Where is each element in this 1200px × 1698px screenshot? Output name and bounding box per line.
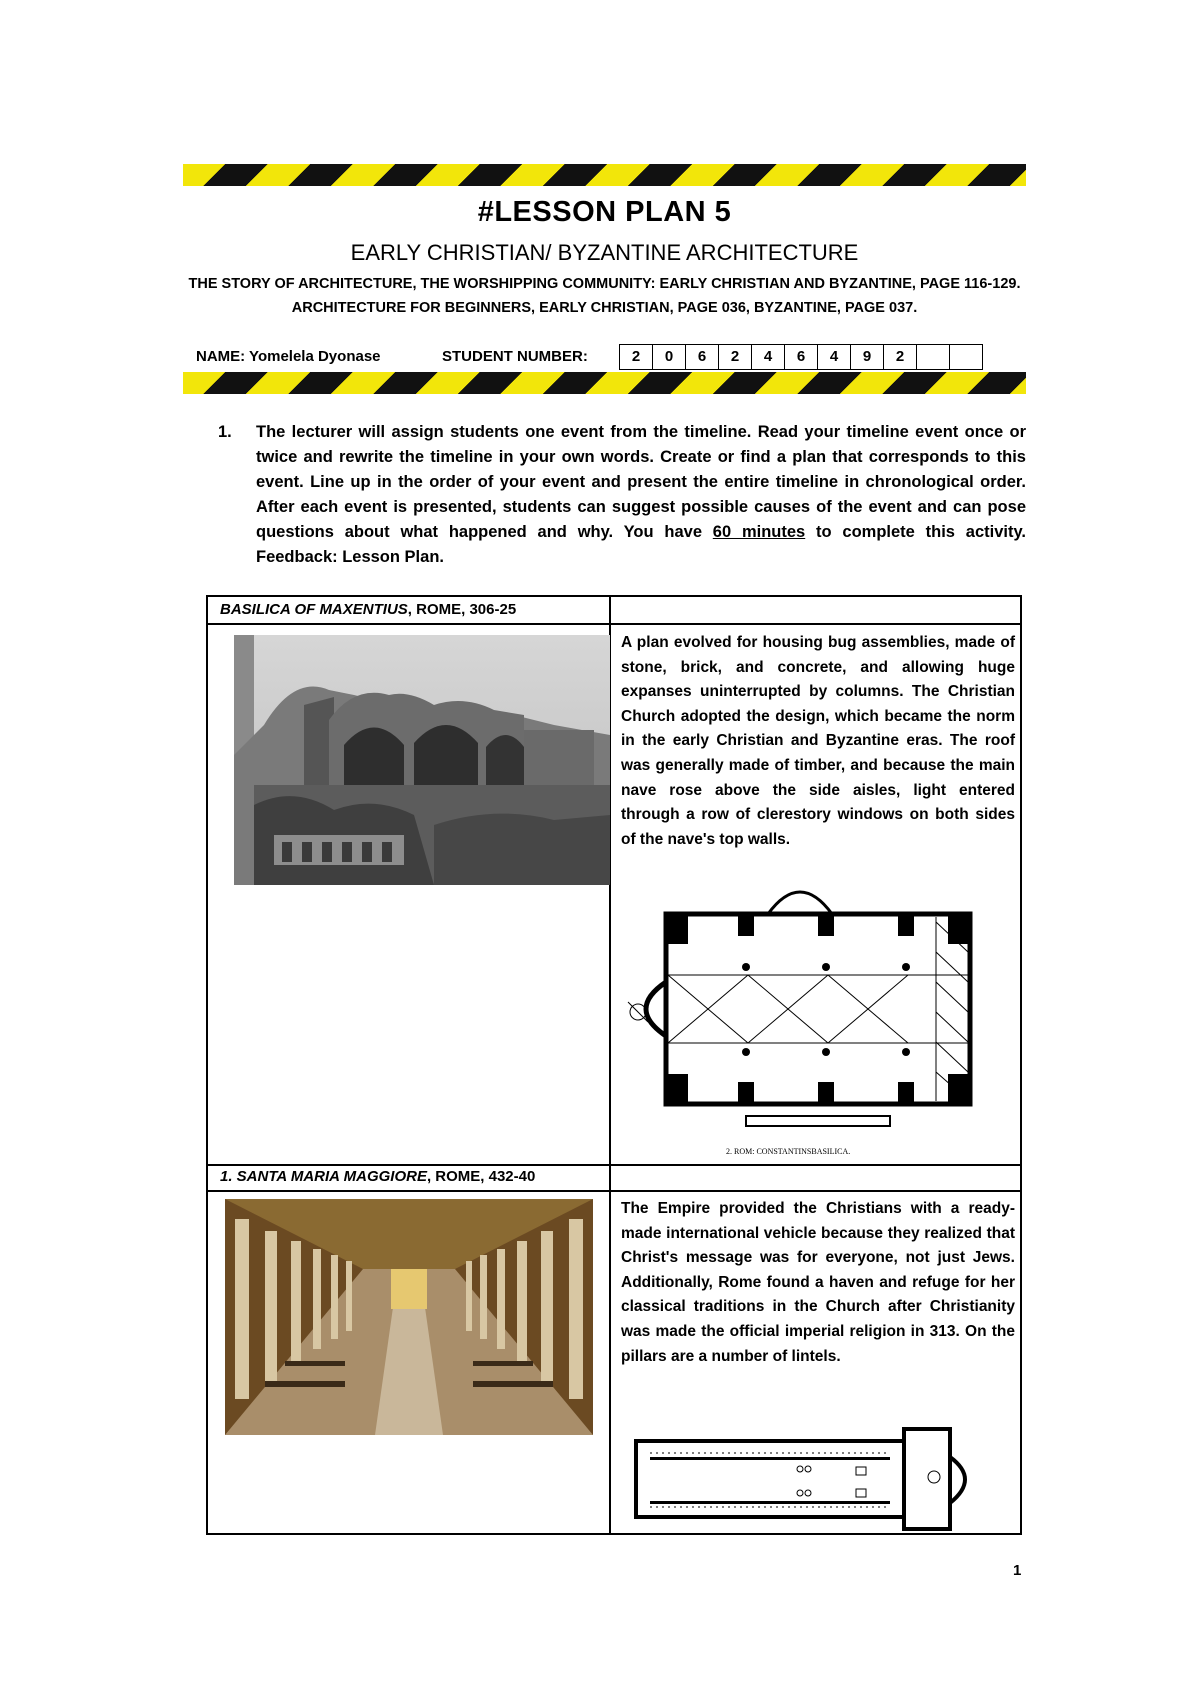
plan-caption: 2. ROM: CONSTANTINSBASILICA. (726, 1147, 851, 1156)
entry-location-date: , ROME, 432-40 (426, 1168, 536, 1185)
instruction-text-part: to complete this activity. Feedback: Lesson Plan. (256, 523, 1026, 566)
digit-box: 2 (619, 344, 653, 370)
digit-box: 6 (686, 344, 719, 370)
digit-box: 9 (851, 344, 884, 370)
digit-box: 0 (653, 344, 686, 370)
constantine-basilica-plan (618, 872, 1018, 1162)
instruction-text (256, 420, 1026, 570)
timeline-table (206, 595, 1022, 1535)
table-divider (208, 1190, 1020, 1192)
digit-box: 4 (818, 344, 851, 370)
basilica-plan-graphic (618, 872, 1018, 1162)
entry-location-date: , ROME, 306-25 (407, 601, 517, 618)
digit-box (950, 344, 983, 370)
santa-maria-maggiore-photo (225, 1199, 593, 1435)
table-divider (208, 623, 1020, 625)
santa-maria-maggiore-plan (624, 1427, 1004, 1531)
page-title: #LESSON PLAN 5 (477, 196, 732, 228)
entry-description: The Empire provided the Christians with a ready-made international vehicle because they realized that Christ's message was for everyone, not just Jews. Additionally, Rome found a haven and refuge for her classical traditions in the Church after Christianity was made the official imperial religion in 313. On the pillars are a number of lintels. (621, 1200, 1015, 1365)
basilica-photo-graphic (234, 635, 610, 885)
hazard-stripe-top (183, 164, 1026, 186)
hazard-stripe-bottom (183, 372, 1026, 394)
instruction-time-limit: 60 minutes (712, 523, 806, 541)
student-number-boxes (619, 344, 983, 370)
instruction-text-part: The lecturer will assign students one event from the timeline. Read your timeline event once or twice and rewrite the timeline in your own words. Create or find a plan that corresponds to this event. Line up in the order of your event and present the entire timeline in chronological order. After each event is presented, students can suggest possible causes of the event and can pose questions about what happened and why. You have (256, 423, 1026, 541)
digit-box: 2 (884, 344, 917, 370)
interior-photo-graphic (225, 1199, 593, 1435)
table-divider (208, 1164, 1020, 1166)
digit-box: 4 (752, 344, 785, 370)
page-subtitle: EARLY CHRISTIAN/ BYZANTINE ARCHITECTURE (350, 240, 859, 265)
student-number-label: STUDENT NUMBER: (442, 348, 588, 365)
page-number: 1 (1013, 1562, 1022, 1579)
basilica-maxentius-photo (234, 635, 610, 885)
student-name: NAME: Yomelela Dyonase (196, 348, 381, 365)
instruction (218, 420, 1026, 570)
digit-box (917, 344, 950, 370)
entry-title: BASILICA OF MAXENTIUS (220, 601, 408, 618)
entry-description: A plan evolved for housing bug assemblies, made of stone, brick, and concrete, and allowing huge expanses uninterrupted by columns. The Christian Church adopted the design, which became the norm in the early Christian and Byzantine eras. The roof was generally made of timber, and because the main nave rose above the side aisles, light entered through a row of clerestory windows on both sides of the nave's top walls. (621, 634, 1015, 848)
entry-caption (220, 1168, 535, 1185)
student-info (196, 344, 1026, 372)
entry-title: 1. SANTA MARIA MAGGIORE (220, 1168, 427, 1185)
references: THE STORY OF ARCHITECTURE, THE WORSHIPPING COMMUNITY: EARLY CHRISTIAN AND BYZANTINE, PAGE 116-129. ARCHITECTURE FOR BEGINNERS, EARLY CHRISTIAN, PAGE 036, BYZANTINE, PAGE 037. (188, 276, 1021, 316)
digit-box: 6 (785, 344, 818, 370)
digit-box: 2 (719, 344, 752, 370)
maggiore-plan-graphic (624, 1427, 1004, 1531)
entry-caption (220, 601, 516, 618)
instruction-number: 1. (218, 423, 232, 441)
